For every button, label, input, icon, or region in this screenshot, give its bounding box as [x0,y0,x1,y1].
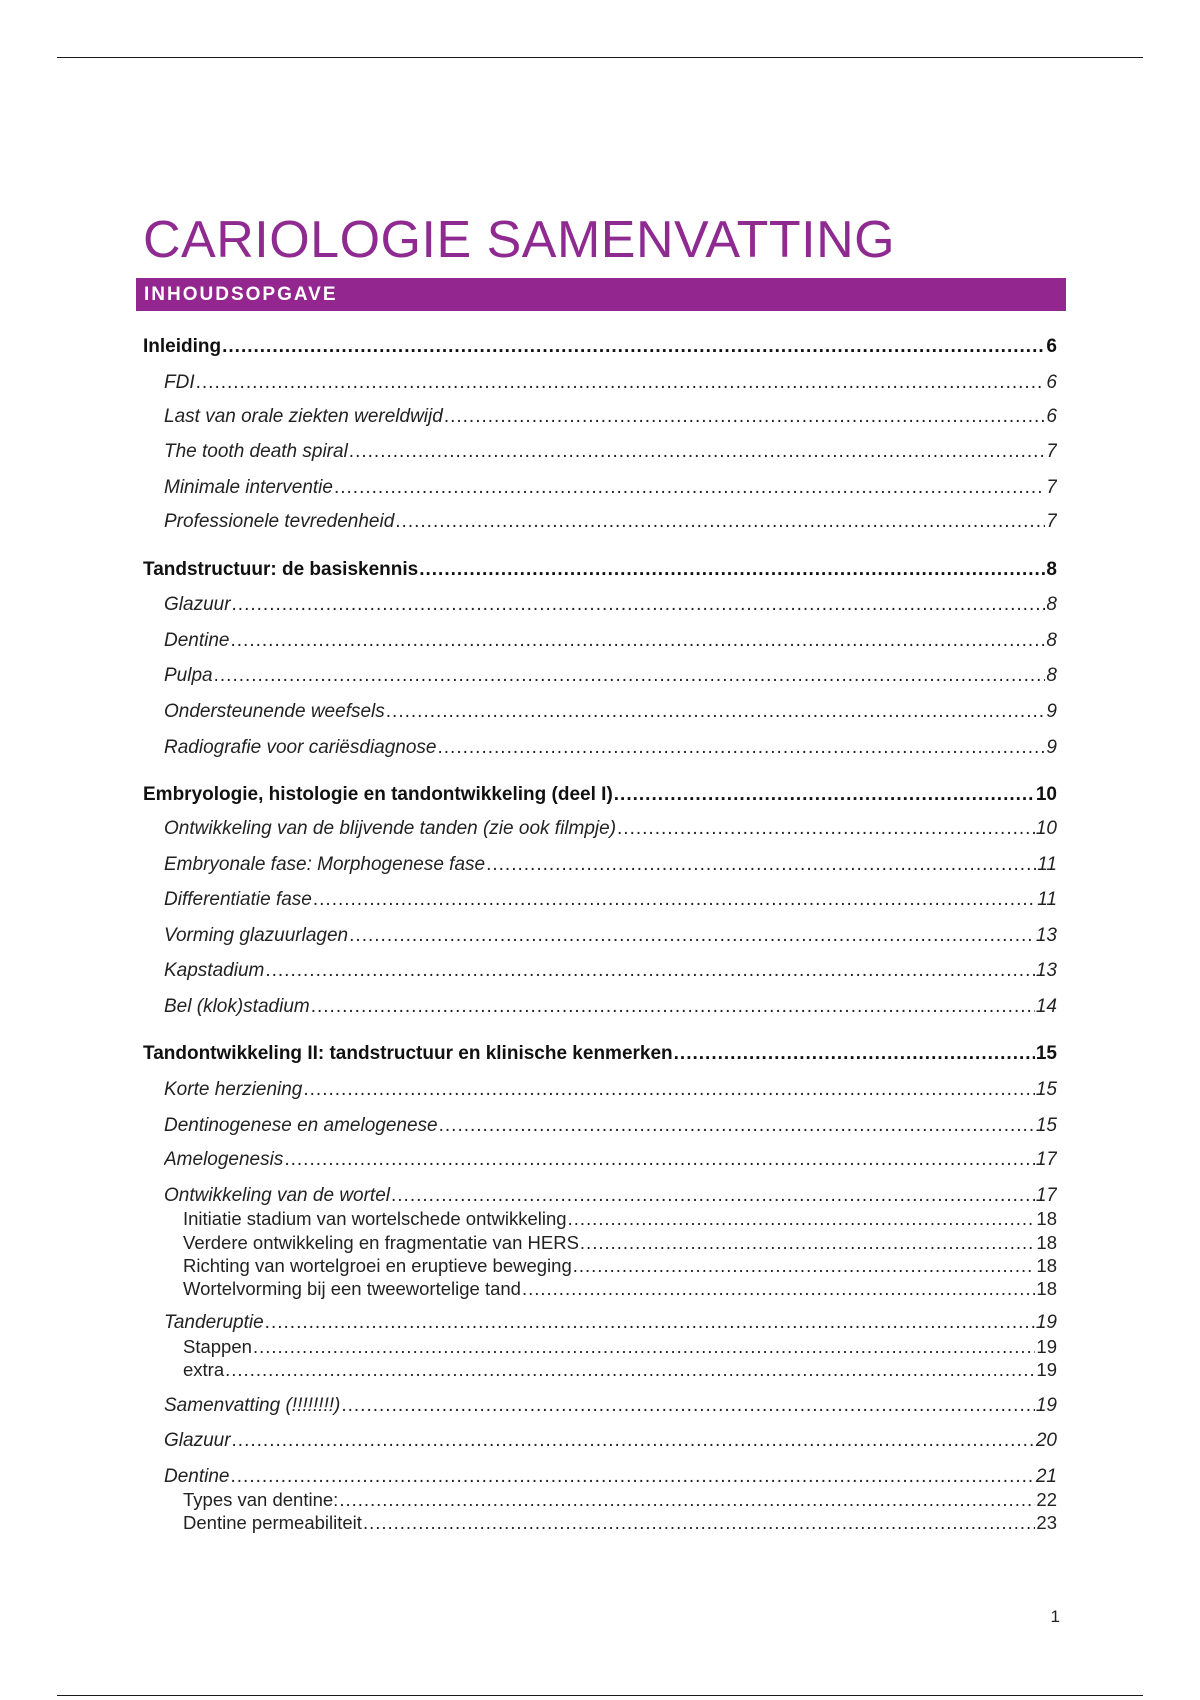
toc-entry-page: 19 [1035,1312,1057,1333]
dot-leader [334,475,1045,501]
toc-entry-page: 11 [1037,854,1057,875]
toc-entry-page: 18 [1036,1232,1057,1253]
dot-leader [614,782,1035,808]
dot-leader [311,994,1035,1020]
toc-entry-title: Samenvatting (!!!!!!!!) [164,1395,341,1416]
toc-entry-page: 8 [1046,665,1057,686]
toc-entry-page: 15 [1035,1079,1057,1100]
dot-leader [391,1183,1035,1209]
toc-entry[interactable] [164,735,1057,761]
toc-entry-page: 17 [1035,1185,1057,1206]
toc-entry[interactable] [164,663,1057,689]
toc-entry-title: Tandstructuur: de basiskennis [143,559,419,580]
document-title: CARIOLOGIE SAMENVATTING [143,211,896,269]
toc-entry[interactable] [164,1113,1057,1139]
dot-leader [222,334,1045,360]
toc-entry-page: 17 [1035,1149,1057,1170]
toc-entry-title: Dentine permeabiliteit [183,1512,362,1533]
dot-leader [214,663,1046,689]
toc-entry-page: 9 [1046,737,1057,758]
toc-entry-page: 19 [1036,1359,1057,1380]
toc-entry[interactable] [143,782,1057,808]
toc-entry-title: FDI [164,372,195,393]
toc-entry-title: Glazuur [164,1430,231,1451]
dot-leader [284,1147,1035,1173]
toc-entry[interactable] [164,852,1057,878]
dot-leader [349,923,1035,949]
toc-entry-page: 13 [1035,925,1057,946]
toc-entry-page: 21 [1035,1466,1057,1487]
dot-leader [580,1231,1036,1255]
dot-leader [303,1077,1034,1103]
toc-entry-title: Embryonale fase: Morphogenese fase [164,854,486,875]
dot-leader [196,370,1046,396]
dot-leader [363,1511,1035,1535]
dot-leader [573,1254,1036,1278]
toc-entry-title: Tanderuptie [164,1312,264,1333]
dot-leader [386,699,1046,725]
dot-leader [225,1358,1035,1382]
toc-entry-page: 10 [1035,784,1057,805]
toc-entry-title: Ondersteunende weefsels [164,701,385,722]
toc-entry[interactable] [164,699,1057,725]
toc-entry[interactable] [164,404,1057,430]
dot-leader [232,592,1046,618]
toc-entry-title: The tooth death spiral [164,441,348,462]
dot-leader [341,1393,1035,1419]
toc-entry-page: 7 [1046,511,1057,532]
toc-entry-title: Verdere ontwikkeling en fragmentatie van HERS [183,1232,579,1253]
toc-entry-title: Ontwikkeling van de blijvende tanden (zie ook filmpje) [164,818,617,839]
page-number: 1 [1050,1607,1060,1626]
toc-entry-title: Inleiding [143,336,222,357]
toc-entry-page: 6 [1046,406,1057,427]
toc-entry-page: 7 [1046,477,1057,498]
toc-entry-page: 20 [1035,1430,1057,1451]
toc-entry-title: Amelogenesis [164,1149,284,1170]
dot-leader [395,509,1045,535]
toc-entry-page: 8 [1046,630,1057,651]
toc-entry-title: Pulpa [164,665,213,686]
toc-entry-title: Richting van wortelgroei en eruptieve beweging [183,1255,572,1276]
toc-heading-banner [136,278,1066,311]
toc-heading: INHOUDSOPGAVE [144,284,338,305]
toc-entry-title: Stappen [183,1336,252,1357]
dot-leader [231,1464,1035,1490]
toc-entry-page: 6 [1046,336,1057,357]
dot-leader [568,1207,1036,1231]
toc-entry[interactable] [164,1183,1057,1209]
toc-entry[interactable] [183,1358,1057,1384]
dot-leader [339,1488,1035,1512]
toc-entry-title: Radiografie voor cariësdiagnose [164,737,437,758]
toc-entry-page: 14 [1035,996,1057,1017]
toc-entry[interactable] [164,958,1057,984]
footer-rule [57,1695,1143,1696]
toc-entry-page: 6 [1046,372,1057,393]
toc-entry-page: 22 [1036,1489,1057,1510]
toc-entry-title: Ontwikkeling van de wortel [164,1185,390,1206]
toc-entry[interactable] [164,592,1057,618]
toc-entry-title: Professionele tevredenheid [164,511,395,532]
toc-entry-page: 9 [1046,701,1057,722]
toc-entry-title: Last van orale ziekten wereldwijd [164,406,443,427]
toc-entry[interactable] [164,509,1057,535]
toc-entry[interactable] [164,1464,1057,1490]
toc-entry[interactable] [164,994,1057,1020]
toc-entry[interactable] [164,816,1057,842]
dot-leader [349,439,1046,465]
toc-entry-title: Glazuur [164,594,231,615]
toc-entry-title: Tandontwikkeling II: tandstructuur en klinische kenmerken [143,1043,673,1064]
toc-entry[interactable] [164,1077,1057,1103]
toc-entry[interactable] [143,1041,1057,1067]
toc-entry-title: Types van dentine: [183,1489,339,1510]
toc-entry-title: Initiatie stadium van wortelschede ontwikkeling [183,1208,567,1229]
toc-entry-title: Dentine [164,630,230,651]
toc-entry-title: Embryologie, histologie en tandontwikkeling (deel I) [143,784,613,805]
toc-entry[interactable] [164,1147,1057,1173]
dot-leader [486,852,1036,878]
toc-entry-page: 23 [1036,1512,1057,1533]
toc-entry[interactable] [164,1428,1057,1454]
toc-entry[interactable] [164,923,1057,949]
toc-entry-title: Differentiatie fase [164,889,312,910]
toc-entry-page: 19 [1035,1395,1057,1416]
toc-entry[interactable] [164,370,1057,396]
dot-leader [253,1335,1035,1359]
dot-leader [232,1428,1035,1454]
toc-entry-title: Wortelvorming bij een tweewortelige tand [183,1278,521,1299]
toc-entry-page: 18 [1036,1208,1057,1229]
toc-entry[interactable] [164,439,1057,465]
dot-leader [674,1041,1035,1067]
toc-entry[interactable] [164,475,1057,501]
header-rule [57,57,1143,58]
dot-leader [231,628,1046,654]
toc-entry-page: 8 [1046,594,1057,615]
toc-entry[interactable] [164,887,1057,913]
dot-leader [617,816,1035,842]
toc-entry-page: 13 [1035,960,1057,981]
toc-entry-title: Minimale interventie [164,477,333,498]
toc-entry-title: Kapstadium [164,960,265,981]
toc-entry[interactable] [143,334,1057,360]
toc-entry[interactable] [164,1393,1057,1419]
toc-entry-title: Bel (klok)stadium [164,996,310,1017]
toc-entry-page: 10 [1035,818,1057,839]
dot-leader [419,557,1045,583]
dot-leader [265,1310,1035,1336]
toc-entry-title: Korte herziening [164,1079,303,1100]
dot-leader [313,887,1036,913]
toc-entry[interactable] [183,1277,1057,1303]
dot-leader [265,958,1035,984]
toc-entry-page: 7 [1046,441,1057,462]
toc-entry-page: 18 [1036,1278,1057,1299]
dot-leader [439,1113,1035,1139]
toc-entry-title: Dentinogenese en amelogenese [164,1115,438,1136]
dot-leader [438,735,1046,761]
toc-entry-page: 18 [1036,1255,1057,1276]
toc-entry-page: 11 [1037,889,1057,910]
toc-entry-title: Dentine [164,1466,230,1487]
toc-entry-title: Vorming glazuurlagen [164,925,349,946]
toc-entry-page: 15 [1035,1043,1057,1064]
dot-leader [444,404,1046,430]
toc-entry-page: 19 [1036,1336,1057,1357]
toc-entry[interactable] [183,1511,1057,1537]
toc-entry-title: extra [183,1359,225,1380]
toc-entry[interactable] [183,1207,1057,1233]
dot-leader [522,1277,1035,1301]
toc-entry[interactable] [164,628,1057,654]
toc-entry[interactable] [164,1310,1057,1336]
toc-entry-page: 8 [1046,559,1057,580]
toc-entry-page: 15 [1035,1115,1057,1136]
toc-entry[interactable] [143,557,1057,583]
